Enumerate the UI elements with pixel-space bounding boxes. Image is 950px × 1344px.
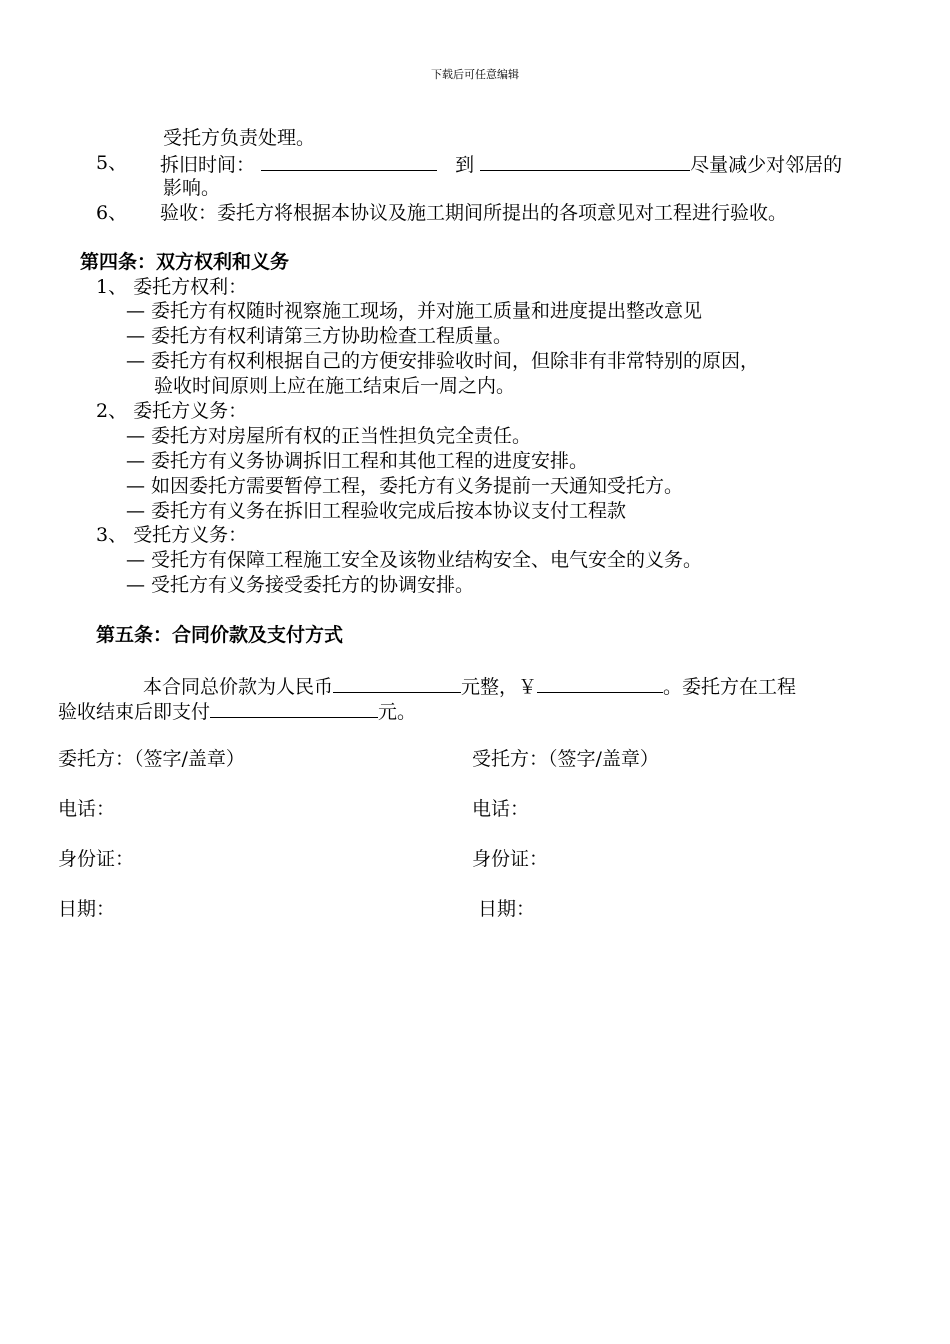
price-text-a: 本合同总价款为人民币 xyxy=(143,676,334,698)
client-id-label: 身份证： xyxy=(58,848,135,870)
contractor-id-label: 身份证： xyxy=(472,848,549,870)
group3-heading: 3、 受托方义务： xyxy=(96,524,248,546)
list-item-continuation: 验收时间原则上应在施工结束后一周之内。 xyxy=(154,375,516,397)
list-item: — 委托方对房屋所有权的正当性担负完全责任。 xyxy=(126,425,532,447)
contractor-phone-label: 电话： xyxy=(472,798,530,820)
item5-to: 到 xyxy=(455,154,475,176)
payment-text-a: 验收结束后即支付 xyxy=(58,701,211,723)
list-item: — 受托方有保障工程施工安全及该物业结构安全、电气安全的义务。 xyxy=(126,549,703,571)
payment-amount-blank[interactable] xyxy=(210,698,378,718)
item5-label: 拆旧时间： xyxy=(160,154,256,176)
contractor-date-label: 日期： xyxy=(478,898,536,920)
list-item: — 如因委托方需要暂停工程，委托方有义务提前一天通知受托方。 xyxy=(126,475,684,497)
item6-number: 6、 xyxy=(96,202,128,224)
end-date-blank[interactable] xyxy=(480,151,690,171)
group2-heading: 2、 委托方义务： xyxy=(96,400,248,422)
payment-text-b: 元。 xyxy=(378,701,417,723)
item5-continuation: 影响。 xyxy=(163,177,221,199)
price-line-1 xyxy=(143,673,796,699)
list-item: — 委托方有权利根据自己的方便安排验收时间，但除非有非常特别的原因， xyxy=(126,350,760,372)
header-note: 下载后可任意编辑 xyxy=(431,68,519,81)
total-price-yen-blank[interactable] xyxy=(537,673,663,693)
section5-title: 第五条：合同价款及支付方式 xyxy=(96,624,344,646)
group1-heading: 1、 委托方权利： xyxy=(96,276,248,298)
list-item: — 委托方有权随时视察施工现场，并对施工质量和进度提出整改意见 xyxy=(126,300,703,322)
total-price-rmb-blank[interactable] xyxy=(333,673,461,693)
item6-text: 验收：委托方将根据本协议及施工期间所提出的各项意见对工程进行验收。 xyxy=(160,202,788,224)
client-phone-label: 电话： xyxy=(58,798,116,820)
section4-title: 第四条：双方权利和义务 xyxy=(80,251,290,273)
price-text-c: 。委托方在工程 xyxy=(663,676,797,698)
contractor-signature-label: 受托方：（签字/盖章） xyxy=(472,748,659,770)
price-line-2 xyxy=(58,698,416,724)
item5-number: 5、 xyxy=(96,152,128,174)
continuation-text: 受托方负责处理。 xyxy=(163,127,316,149)
client-date-label: 日期： xyxy=(58,898,116,920)
list-item: — 受托方有义务接受委托方的协调安排。 xyxy=(126,574,475,596)
list-item: — 委托方有权利请第三方协助检查工程质量。 xyxy=(126,325,513,347)
list-item: — 委托方有义务协调拆旧工程和其他工程的进度安排。 xyxy=(126,450,589,472)
client-signature-label: 委托方：（签字/盖章） xyxy=(58,748,245,770)
price-text-b: 元整，￥ xyxy=(461,676,538,698)
item5-after: 尽量减少对邻居的 xyxy=(690,154,843,176)
item5-line xyxy=(160,151,842,177)
list-item: — 委托方有义务在拆旧工程验收完成后按本协议支付工程款 xyxy=(126,500,627,522)
start-date-blank[interactable] xyxy=(261,151,437,171)
